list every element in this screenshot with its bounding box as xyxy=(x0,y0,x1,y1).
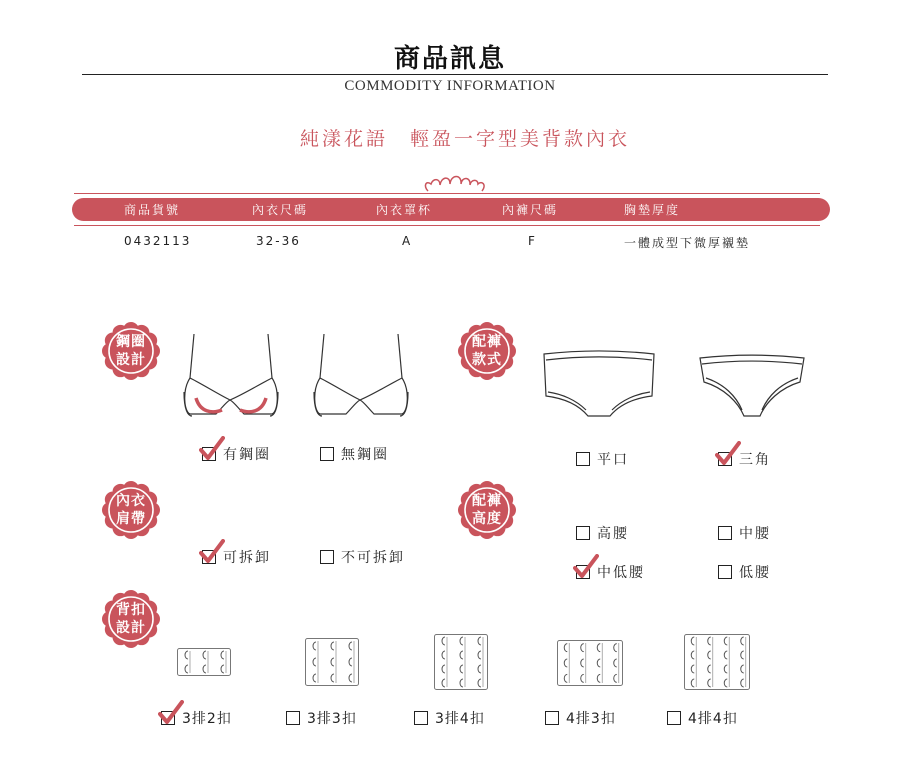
badge-line: 配褲 xyxy=(472,493,502,509)
checkbox[interactable] xyxy=(202,447,216,461)
hook-4x3-icon xyxy=(557,640,623,686)
hook-3x3-icon xyxy=(305,638,359,686)
page-subtitle: COMMODITY INFORMATION xyxy=(344,78,556,94)
checkbox[interactable] xyxy=(718,565,732,579)
brief-panty-icon xyxy=(696,352,808,420)
option-label: 平口 xyxy=(597,452,629,468)
option-3row-4hook[interactable] xyxy=(414,708,485,728)
option-high-waist[interactable] xyxy=(576,523,629,543)
badge-line: 肩帶 xyxy=(116,511,146,527)
badge-panty-style xyxy=(457,321,517,381)
option-label: 4排4扣 xyxy=(688,711,738,727)
badge-line: 配褲 xyxy=(472,334,502,350)
spec-header-bra-size: 內衣尺碼 xyxy=(252,203,309,217)
checkbox[interactable] xyxy=(320,550,334,564)
checkbox[interactable] xyxy=(545,711,559,725)
wired-bra-icon xyxy=(178,330,282,420)
spec-value-pad: 一體成型下微厚襯墊 xyxy=(624,236,751,250)
option-label: 中低腰 xyxy=(597,565,645,581)
boyshort-panty-icon xyxy=(540,348,658,420)
option-label: 4排3扣 xyxy=(566,711,616,727)
wireless-bra-icon xyxy=(308,330,412,420)
checkmark-icon xyxy=(199,539,225,563)
spec-header-bar xyxy=(72,198,830,221)
spec-header-cup: 內衣罩杯 xyxy=(376,203,433,217)
option-label: 無鋼圈 xyxy=(341,447,389,463)
badge-hook-design xyxy=(101,589,161,649)
option-3row-2hook[interactable] xyxy=(161,708,232,728)
hook-3x4-icon xyxy=(434,634,488,690)
option-label: 三角 xyxy=(739,452,771,468)
spec-value-panty-size: F xyxy=(528,234,537,248)
option-label: 中腰 xyxy=(739,526,771,542)
product-name: 純漾花語 輕盈一字型美背款內衣 xyxy=(299,128,630,150)
option-label: 3排2扣 xyxy=(182,711,232,727)
badge-panty-height xyxy=(457,480,517,540)
badge-line: 鋼圈 xyxy=(116,334,146,350)
checkbox[interactable] xyxy=(414,711,428,725)
option-label: 有鋼圈 xyxy=(223,447,271,463)
checkbox[interactable] xyxy=(576,565,590,579)
spec-value-cup: A xyxy=(402,234,413,248)
option-label: 3排4扣 xyxy=(435,711,485,727)
option-3row-3hook[interactable] xyxy=(286,708,357,728)
checkmark-icon xyxy=(573,554,599,578)
badge-line: 款式 xyxy=(472,352,502,368)
spec-header-panty-size: 內褲尺碼 xyxy=(502,203,559,217)
badge-line: 設計 xyxy=(116,620,146,636)
option-no-wire[interactable] xyxy=(320,444,389,464)
option-boyshort[interactable] xyxy=(576,449,629,469)
option-label: 低腰 xyxy=(739,565,771,581)
scallop-ornament-icon xyxy=(420,172,490,194)
checkmark-icon xyxy=(715,441,741,465)
table-top-line xyxy=(74,193,820,194)
page-title: 商品訊息 xyxy=(393,44,506,74)
title-divider xyxy=(82,74,828,75)
checkbox[interactable] xyxy=(286,711,300,725)
badge-line: 設計 xyxy=(116,352,146,368)
checkbox[interactable] xyxy=(718,452,732,466)
spec-value-sku: 0432113 xyxy=(124,234,192,248)
spec-value-bra-size: 32-36 xyxy=(256,234,301,248)
option-with-wire[interactable] xyxy=(202,444,271,464)
badge-line: 高度 xyxy=(472,511,502,527)
checkbox[interactable] xyxy=(718,526,732,540)
option-detachable-strap[interactable] xyxy=(202,547,271,567)
spec-header-pad: 胸墊厚度 xyxy=(624,203,681,217)
option-mid-low-waist[interactable] xyxy=(576,562,645,582)
badge-wire-design xyxy=(101,321,161,381)
table-bottom-line xyxy=(74,225,820,226)
option-label: 高腰 xyxy=(597,526,629,542)
checkmark-icon xyxy=(199,436,225,460)
option-4row-3hook[interactable] xyxy=(545,708,616,728)
option-mid-waist[interactable] xyxy=(718,523,771,543)
spec-header-sku: 商品貨號 xyxy=(124,203,181,217)
checkbox[interactable] xyxy=(576,526,590,540)
hook-3x2-icon xyxy=(177,648,231,676)
checkbox[interactable] xyxy=(576,452,590,466)
badge-strap xyxy=(101,480,161,540)
checkbox[interactable] xyxy=(320,447,334,461)
option-fixed-strap[interactable] xyxy=(320,547,405,567)
checkbox[interactable] xyxy=(667,711,681,725)
checkbox[interactable] xyxy=(202,550,216,564)
option-label: 可拆卸 xyxy=(223,550,271,566)
option-low-waist[interactable] xyxy=(718,562,771,582)
option-4row-4hook[interactable] xyxy=(667,708,738,728)
checkmark-icon xyxy=(158,700,184,724)
badge-line: 內衣 xyxy=(116,493,146,509)
option-label: 不可拆卸 xyxy=(341,550,405,566)
option-brief[interactable] xyxy=(718,449,771,469)
hook-4x4-icon xyxy=(684,634,750,690)
option-label: 3排3扣 xyxy=(307,711,357,727)
checkbox[interactable] xyxy=(161,711,175,725)
badge-line: 背扣 xyxy=(116,602,146,618)
